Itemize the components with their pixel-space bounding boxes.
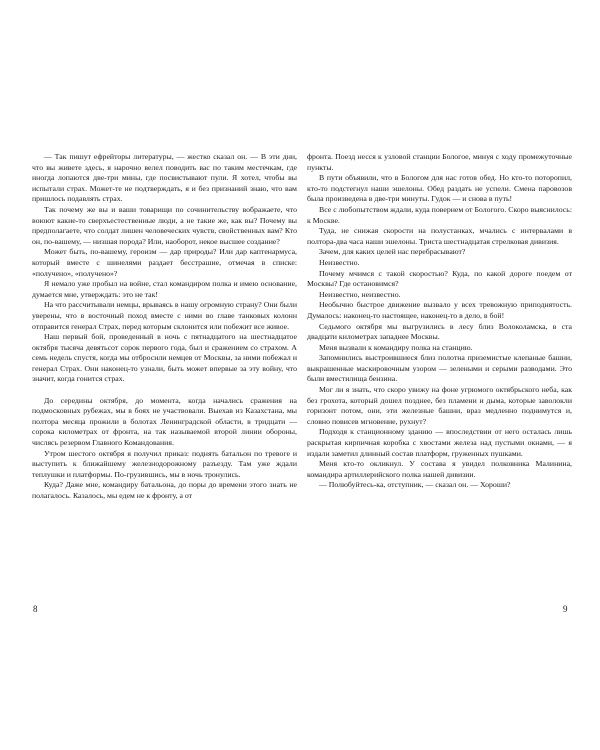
paragraph: Седьмого октября мы выгрузились в лесу близ Волоколамска, в ста двадцати километрах западнее Москвы.: [307, 321, 572, 342]
paragraph: Я немало уже пробыл на войне, стал командиром полка и имею основание, думается мне, утверждать: это не так!: [32, 279, 297, 299]
paragraph: До середины октября, до момента, когда начались сражения на подмосковных рубежах, мы в боях не участвовали. Выехав из Казахстана, мы полтора месяца прожили в болотах Ленинградской области, в тридцати — сорока километрах от фронта, на так называемой второй линии обороны, числясь резервом Главного Командования.: [32, 395, 297, 448]
paragraph: — Полюбуйтесь-ка, отступник, — сказал он. — Хороши?: [319, 480, 511, 490]
paragraph: Неизвестно, неизвестно.: [319, 289, 401, 299]
paragraph: Так почему же вы и ваши товарищи по сочинительству вображаете, что воюют какие-то сверхъестественные люди, а не такие же, как вы? Почему вы предполагаете, что солдат лишен человеческих чувств, свойственных вам? Кто он, по-вашему, — низшая порода? Или, наоборот, некое высшее создание?: [32, 204, 297, 246]
paragraph: Меня вызвали к командиру полка на станцию.: [319, 342, 473, 352]
paragraph: Наш первый бой, проведенный в ночь с пятнадцатого на шестнадцатое октября тысяча девятьсот сорок первого года, был и сражением со страхом. А семь недель спустя, когда мы отбросили немцев от Москвы, за ними побежал и генерал Страх. Они наконец-то узнали, быть может впервые за эту войну, что значит, когда гонится страх.: [32, 332, 297, 384]
paragraph: Необычно быстрое движение вызвало у всех тревожную приподнятость. Думалось: наконец-то настоящее, наконец-то в дело, в бой!: [307, 300, 572, 320]
page-number-right: 9: [563, 604, 568, 614]
paragraph: Меня кто-то окликнул. У состава я увидел полковника Малинина, командира артиллерийского полка нашей дивизии.: [307, 459, 572, 479]
paragraph: Мог ли я знать, что скоро увижу на фоне угрюмого октябрьского неба, как без грохота, который дошел позднее, без пламени и дыма, которые заволокли горизонт потом, они, эти железные башни, враз медленно поднимутся и, словно повисев мгновение, рухнут?: [307, 385, 572, 426]
paragraph: Утром шестого октября я получил приказ: поднять батальон по тревоге и выступить к ближайшему железнодорожному разъезду. Там уже ждали теплушки и платформы. По-грузившись, мы в ночь тронулись.: [32, 448, 297, 479]
left-page-text: [32, 152, 297, 502]
paragraph: Зачем, для каких целей нас перебрасывают?: [319, 247, 466, 257]
paragraph: Подходя к станционному зданию — впоследствии от него осталась лишь раскрытая кирпичная коробка с хвостами железа над пустыми окнами, — я издали заметил длинный состав платформ, груженных пушками.: [307, 427, 572, 458]
paragraph: фронта. Поезд несся к узловой станции Бологое, минуя с ходу промежуточные пункты.: [307, 152, 572, 172]
paragraph: Все с любопытством ждали, куда повернем от Бологого. Скоро выяснилось: к Москве.: [307, 204, 572, 225]
paragraph: Запомнились выстроившиеся близ полотна приземистые клепаные башни, выкрашенные маскировочным узором — зелеными и серыми разводами. Это были вместилища бензина.: [307, 353, 572, 384]
paragraph: В пути объявили, что в Бологом для нас готов обед. Но кто-то поторопил, кто-то подстегнул наши эшелоны. Обед раздать не успели. Смена паровозов была произведена в две-три минуты. Гудок — и снова в путь!: [307, 173, 572, 204]
paragraph: Неизвестно.: [319, 257, 360, 267]
paragraph: Может быть, по-вашему, героизм — дар природы? Или дар каптенармуса, который вместе с шинелями раздает бесстрашие, отмечая в списке: «получено», «получено»?: [32, 247, 297, 278]
paragraph: Туда, не снижая скорости на полустанках, мчались с интервалами в полтора-два часа наши эшелоны. Триста шестнадцатая стрелковая дивизия.: [307, 226, 572, 246]
right-page-text: [307, 152, 572, 491]
paragraph: Почему мчимся с такой скоростью? Куда, по какой дороге поедем от Москвы? Где остановимся?: [307, 268, 572, 289]
paragraph: — Так пишут ефрейторы литературы, — жестко сказал он. — В эти дни, что вы живете здесь, я нарочно велел поводить вас по таким местечкам, где иногда лопаются две-три мины, где посвистывают пули. Я хотел, чтобы вы испытали страх. Может-те не подтверждать, я и без признаний знаю, что вам пришлось подавлять страх.: [32, 152, 297, 204]
page-number-left: 8: [33, 604, 38, 614]
paragraph: На что рассчитывали немцы, врываясь в нашу огромную страну? Они были уверены, что в восточный поход вместе с ними во главе танковых колонн отправится генерал Страх, перед которым склонится или побежит все живое.: [32, 300, 297, 331]
paragraph: Куда? Даже мне, командиру батальона, до поры до времени этого знать не полагалось. Казалось, мы едем не к фронту, а от: [32, 480, 297, 500]
